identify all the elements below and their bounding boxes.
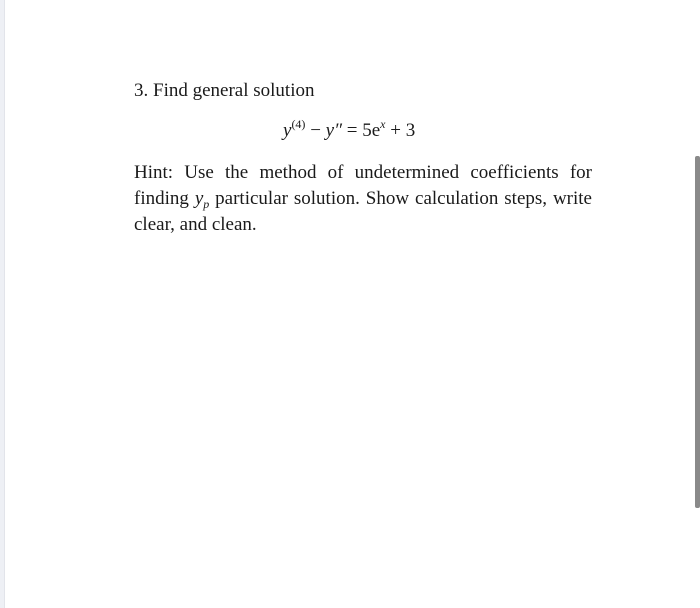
problem-block [134, 78, 594, 235]
left-margin-edge [0, 0, 5, 608]
hint-variable-yp [195, 188, 209, 209]
equation-derivative-order: (4) [291, 117, 306, 131]
problem-heading: 3. Find general solution [134, 80, 315, 101]
equation-second-derivative: y″ [325, 120, 343, 141]
equation-exponent-var: x [380, 117, 386, 131]
equation-minus: − [305, 120, 326, 141]
hint-paragraph [134, 160, 592, 238]
hint-variable-y: y [194, 188, 204, 209]
hint-text-end: particular solution. Show calculation steps, write clear, and clean. [134, 188, 592, 235]
equation-variable-y: y [283, 120, 292, 141]
hint-text-start: Hint: Use the method of undetermined coefficients for finding [134, 162, 592, 209]
hint-variable-subscript: p [203, 197, 210, 211]
equation-constant: + 3 [385, 120, 416, 141]
equation-rhs: = 5e [342, 120, 381, 141]
differential-equation [283, 118, 415, 144]
vertical-scrollbar[interactable] [695, 156, 700, 508]
